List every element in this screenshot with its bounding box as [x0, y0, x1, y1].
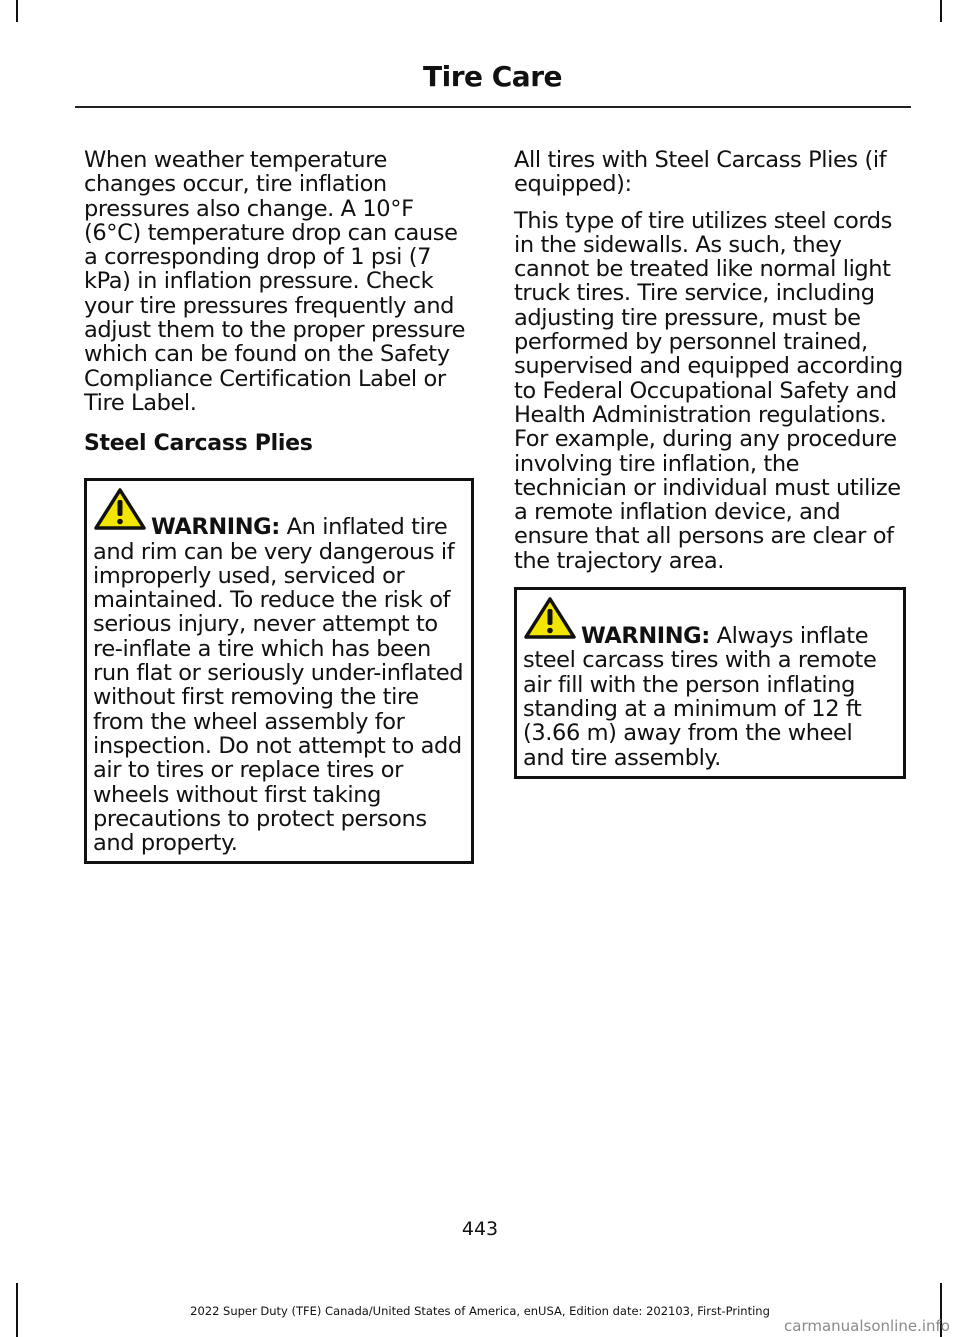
- section-heading: Steel Carcass Plies: [84, 431, 313, 457]
- left-column: [84, 148, 476, 864]
- warning-text: Always inflate steel carcass tires with a remote air fill with the person inflating standing at a minimum of 12 ft (3.66 m) away from the wheel and tire assembly.: [523, 623, 877, 771]
- warning-triangle-icon: [523, 596, 577, 640]
- body-paragraph: This type of tire utilizes steel cords in the sidewalls. As such, they cannot be treated like normal light truck tires. Tire service, including adjusting tire pressure, must be performed by personnel trained, supervised and equipped according to Federal Occupational Safety and Health Administration regulations. For example, during any procedure involving tire inflation, the technician or individual must utilize a remote inflation device, and ensure that all persons are clear of the trajectory area.: [514, 207, 903, 574]
- warning-paragraph: [523, 596, 897, 770]
- crop-mark: [940, 0, 942, 22]
- intro-paragraph: When weather temperature changes occur, tire inflation pressures also change. A 10°F (6°C) temperature drop can cause a corresponding drop of 1 psi (7 kPa) in inflation pressure. Check your tire pressures frequently and adjust them to the proper pressure which can be found on the Safety Compliance Certification Label or Tire Label.: [84, 147, 466, 416]
- page-title: Tire Care: [423, 60, 562, 93]
- subheading-paragraph: All tires with Steel Carcass Plies (if equipped):: [514, 147, 887, 198]
- warning-triangle-icon: [93, 487, 147, 531]
- warning-paragraph: [93, 487, 465, 855]
- warning-label: WARNING:: [581, 623, 710, 650]
- page-number: 443: [461, 1218, 499, 1240]
- watermark: carmanualsonline.info: [784, 1317, 950, 1335]
- right-column: [514, 148, 908, 779]
- warning-text: An inflated tire and rim can be very dangerous if improperly used, serviced or maintained. To reduce the risk of serious injury, never attempt to re-inflate a tire which has been run flat or seriously under-inflated without first removing the tire from the wheel assembly for inspection. Do not attempt to add air to tires or replace tires or wheels without first taking precautions to protect persons and property.: [93, 514, 464, 857]
- crop-mark: [16, 0, 18, 22]
- footer-edition-info: 2022 Super Duty (TFE) Canada/United States of America, enUSA, Edition date: 202103, First-Printing: [190, 1304, 770, 1318]
- warning-label: WARNING:: [151, 514, 280, 541]
- warning-box: [84, 478, 474, 864]
- warning-box: [514, 587, 906, 779]
- header-divider: [75, 106, 911, 108]
